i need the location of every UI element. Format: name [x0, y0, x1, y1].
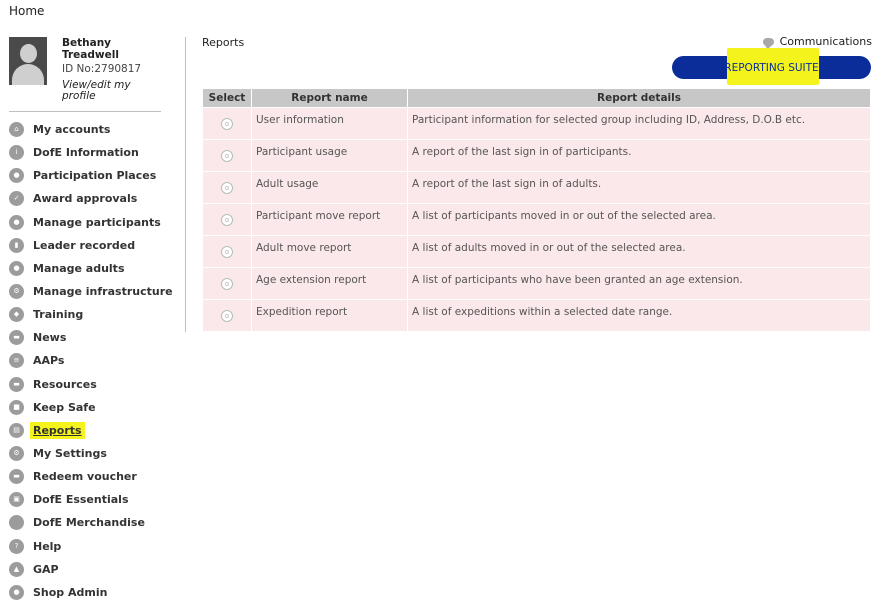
sidebar-item-label: Resources	[33, 377, 97, 391]
reporting-suite-button[interactable]	[672, 56, 871, 79]
sidebar-item-label: Leader recorded	[33, 238, 136, 252]
sidebar-item-label: DofE Essentials	[33, 493, 129, 507]
report-details: A list of expeditions within a selected date range.	[408, 300, 870, 331]
training-icon: ◆	[9, 307, 24, 322]
report-name: Expedition report	[252, 300, 407, 331]
report-details: Participant information for selected group including ID, Address, D.O.B etc.	[408, 108, 870, 139]
column-header-report-details: Report details	[408, 89, 870, 107]
sidebar-item-label: Participation Places	[33, 169, 157, 183]
column-header-select: Select	[203, 89, 251, 107]
sidebar-item-label: Help	[33, 539, 62, 553]
sidebar-item-dofe-essentials[interactable]	[9, 488, 173, 511]
merchandise-icon	[9, 515, 24, 530]
table-row[interactable]	[203, 140, 870, 171]
sidebar-item-resources[interactable]	[9, 373, 173, 396]
news-icon: ▬	[9, 330, 24, 345]
home-icon: ⌂	[9, 122, 24, 137]
select-cell	[203, 268, 251, 299]
sidebar-item-help[interactable]	[9, 535, 173, 558]
sidebar-item-label: GAP	[33, 562, 59, 576]
sidebar-item-my-accounts[interactable]	[9, 118, 173, 141]
sidebar-item-label: My accounts	[33, 123, 111, 137]
sidebar-item-manage-adults[interactable]	[9, 257, 173, 280]
sidebar-item-label: News	[33, 331, 67, 345]
table-row[interactable]	[203, 268, 870, 299]
select-radio[interactable]	[221, 118, 233, 130]
gap-icon: ▲	[9, 562, 24, 577]
select-cell	[203, 108, 251, 139]
sidebar-item-label: Redeem voucher	[33, 470, 137, 484]
sidebar-item-label: Reports	[30, 422, 85, 439]
edit-profile-link[interactable]: View/edit my profile	[62, 79, 131, 102]
sidebar-item-leader-recorded[interactable]	[9, 234, 173, 257]
select-cell	[203, 236, 251, 267]
column-header-report-name: Report name	[252, 89, 407, 107]
sidebar-item-redeem-voucher[interactable]	[9, 465, 173, 488]
table-row[interactable]	[203, 300, 870, 331]
group-icon: ●	[9, 215, 24, 230]
sidebar-item-gap[interactable]	[9, 558, 173, 581]
sidebar-item-shop-admin[interactable]	[9, 581, 173, 604]
avatar	[9, 37, 47, 85]
chat-bubble-icon	[763, 38, 774, 46]
settings-icon: ⚙	[9, 284, 24, 299]
sidebar-nav	[9, 118, 173, 604]
table-row[interactable]	[203, 108, 870, 139]
report-name: User information	[252, 108, 407, 139]
check-icon: ✓	[9, 191, 24, 206]
report-details: A report of the last sign in of adults.	[408, 172, 870, 203]
profile-name: Bethany Treadwell	[62, 37, 119, 61]
select-cell	[203, 140, 251, 171]
report-name: Participant usage	[252, 140, 407, 171]
sidebar-item-label: Shop Admin	[33, 585, 108, 599]
report-name: Participant move report	[252, 204, 407, 235]
sidebar-item-dofe-information[interactable]	[9, 141, 173, 164]
report-details: A list of participants who have been granted an age extension.	[408, 268, 870, 299]
sidebar-item-label: Manage infrastructure	[33, 285, 173, 299]
report-details: A report of the last sign in of participants.	[408, 140, 870, 171]
sidebar-item-keep-safe[interactable]	[9, 396, 173, 419]
select-radio[interactable]	[221, 150, 233, 162]
folder-icon: ▬	[9, 377, 24, 392]
person-icon: ●	[9, 168, 24, 183]
report-name: Adult usage	[252, 172, 407, 203]
sidebar-item-dofe-merchandise[interactable]	[9, 511, 173, 534]
report-icon: ▤	[9, 423, 24, 438]
report-details: A list of adults moved in or out of the selected area.	[408, 236, 870, 267]
reports-table	[202, 88, 871, 332]
select-radio[interactable]	[221, 310, 233, 322]
info-icon: i	[9, 145, 24, 160]
profile-card	[9, 37, 161, 112]
communications-label: Communications	[779, 35, 872, 48]
select-cell	[203, 300, 251, 331]
table-row[interactable]	[203, 236, 870, 267]
sidebar-item-reports[interactable]	[9, 419, 173, 442]
report-name: Age extension report	[252, 268, 407, 299]
sidebar-item-training[interactable]	[9, 303, 173, 326]
select-cell	[203, 204, 251, 235]
sidebar-item-manage-infrastructure[interactable]	[9, 280, 173, 303]
adults-icon: ●	[9, 261, 24, 276]
sidebar-divider	[185, 37, 186, 332]
sidebar-item-label: DofE Information	[33, 146, 139, 160]
select-radio[interactable]	[221, 246, 233, 258]
sidebar-item-news[interactable]	[9, 326, 173, 349]
communications-link[interactable]	[763, 35, 872, 48]
shop-admin-icon: ●	[9, 585, 24, 600]
report-name: Adult move report	[252, 236, 407, 267]
cart-icon: ▣	[9, 492, 24, 507]
clipboard-icon: ▮	[9, 238, 24, 253]
reporting-suite-label: REPORTING SUITE	[724, 62, 819, 74]
table-header-row	[203, 89, 870, 107]
select-radio[interactable]	[221, 182, 233, 194]
report-details: A list of participants moved in or out of the selected area.	[408, 204, 870, 235]
sidebar-item-label: Manage participants	[33, 215, 161, 229]
sidebar-item-label: Manage adults	[33, 261, 125, 275]
list-icon: ≡	[9, 353, 24, 368]
sidebar-item-label: DofE Merchandise	[33, 516, 145, 530]
sidebar-item-my-settings[interactable]	[9, 442, 173, 465]
gear-icon: ⚙	[9, 446, 24, 461]
voucher-icon: ▬	[9, 469, 24, 484]
sidebar-item-award-approvals[interactable]	[9, 187, 173, 210]
sidebar-item-label: Award approvals	[33, 192, 138, 206]
select-radio[interactable]	[221, 278, 233, 290]
help-icon: ?	[9, 539, 24, 554]
sidebar-item-aaps[interactable]	[9, 349, 173, 372]
breadcrumb[interactable]: Home	[9, 4, 45, 18]
sidebar-item-label: My Settings	[33, 447, 107, 461]
sidebar-item-label: AAPs	[33, 354, 65, 368]
table-row[interactable]	[203, 204, 870, 235]
select-cell	[203, 172, 251, 203]
sidebar-item-label: Keep Safe	[33, 400, 96, 414]
profile-id: ID No:2790817	[62, 63, 142, 75]
sidebar-item-participation-places[interactable]	[9, 164, 173, 187]
table-row[interactable]	[203, 172, 870, 203]
sidebar-item-label: Training	[33, 308, 84, 322]
sidebar-item-manage-participants[interactable]	[9, 211, 173, 234]
lock-icon: ■	[9, 400, 24, 415]
page-title: Reports	[202, 36, 245, 49]
select-radio[interactable]	[221, 214, 233, 226]
